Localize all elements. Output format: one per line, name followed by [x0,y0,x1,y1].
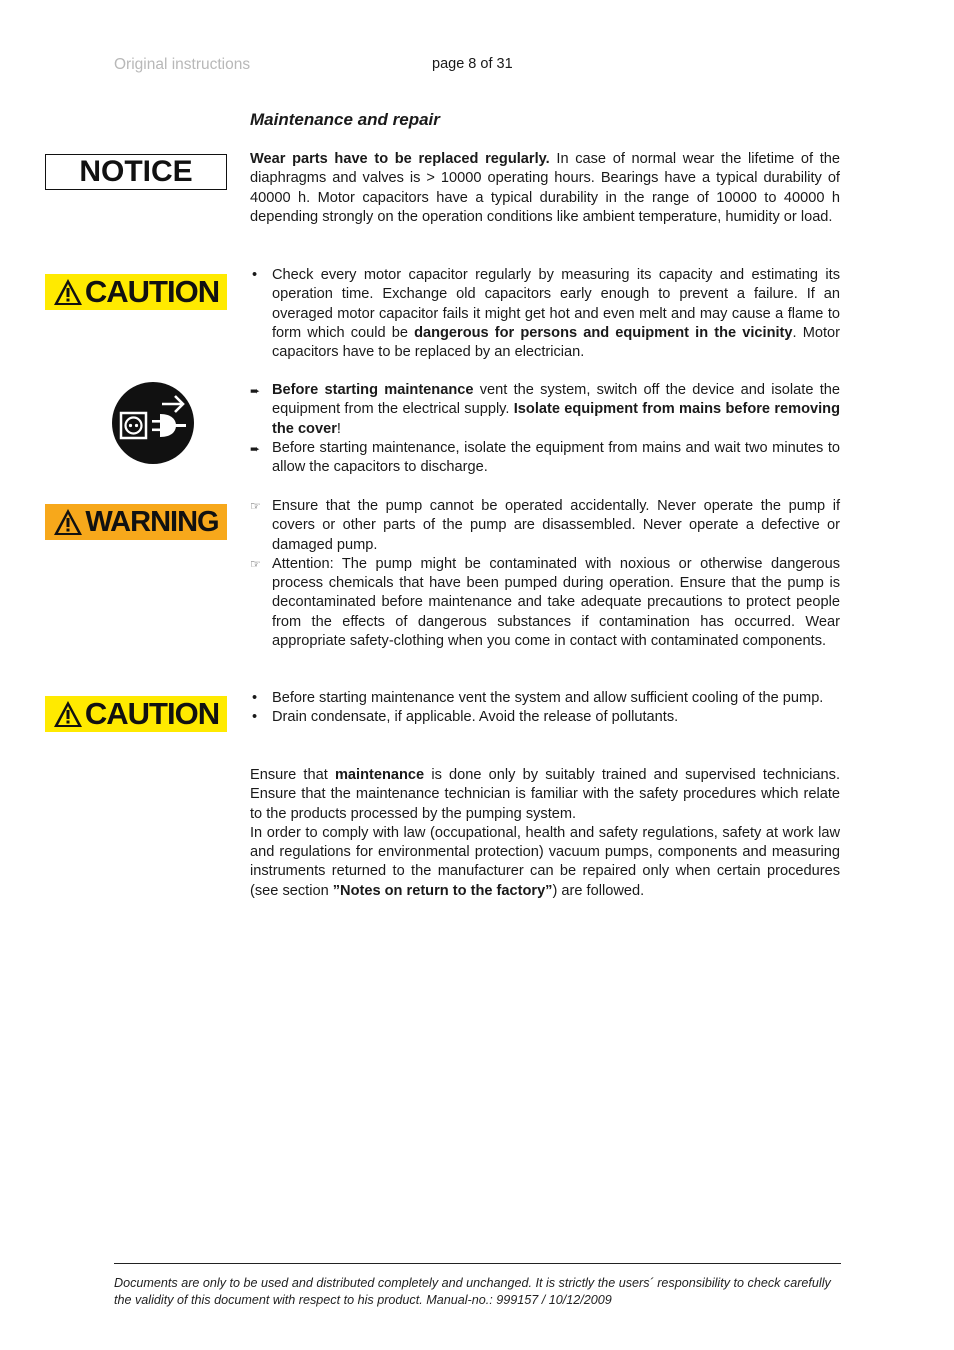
section-title: Maintenance and repair [250,110,440,129]
warning-sign [45,504,227,540]
closing-p2-text1: In order to comply with law (occupational, health and safety regulations, safety at work law and regulations for environmental protection) vacuum pumps, components and measuring instruments returned to the manufacturer can be repaired only when certain procedures (see section [250,824,840,899]
notice-text: In case of normal wear the lifetime of the diaphragms and valves is > 10000 operating hours. Bearings have a typical durability of 40000 h. Motor capacitors have a typical durability in the range of 10000 to 40000 h depending strongly on the operation conditions like ambient temperature, humidity or load. [250,151,841,225]
caution-label-2: CAUTION [84,696,220,731]
notice-lead: Wear parts have to be replaced regularly. [250,151,550,167]
list-item [250,708,840,727]
warning-label: WARNING [85,505,219,538]
warning-triangle-icon [53,699,83,729]
caution-block-1 [250,266,840,362]
closing-p2-bold: ”Notes on return to the factory” [332,882,553,899]
notice-paragraph [250,150,840,227]
list-item [250,689,840,708]
arrow-right-icon: ➨ [250,441,261,456]
unplug-block [250,381,840,477]
warning-block [250,497,840,651]
caution-label-1: CAUTION [84,274,220,309]
footer-divider [114,1263,841,1264]
closing-p1-bold: maintenance [334,767,425,783]
warning-triangle-icon [53,277,83,307]
warning-triangle-icon [53,507,83,537]
closing-p1-text2: is done only by suitably trained and supervised technicians. Ensure that the maintenance technician is familiar with the safety procedures which relate to the products processed by the pumping system. [250,767,840,822]
notice-sign [45,154,227,190]
notice-label: NOTICE [79,155,193,188]
closing-p2-text2: ) are followed. [552,882,645,899]
closing-block [250,766,840,901]
list-item [250,555,840,651]
list-item [250,266,840,362]
list-item [250,439,840,478]
caution1-text-2: . Motor capacitors have to be replaced by an electrician. [272,324,840,361]
unplug-item1-bold2: Isolate equipment from mains before removing the cover [272,401,841,437]
list-item [250,381,840,439]
caution-sign-1 [45,274,227,310]
closing-p1-text1: Ensure that [250,767,335,783]
caution-block-2 [250,689,840,728]
unplug-item1-bold1: Before starting maintenance [272,382,474,398]
pointing-hand-icon: ☞ [250,499,261,513]
unplug-item1-text1: vent the system, switch off the device and isolate the equipment from the electrical supply. [272,382,840,418]
caution1-text-1: Check every motor capacitor regularly by measuring its capacity and estimating its operation time. Exchange old capacitors early enough to prevent a failure. If an overaged motor capacitor fails it might get hot and even melt and may cause a flame to form which could be [272,267,840,341]
unplug-item2-text: Before starting maintenance, isolate the equipment from mains and wait two minutes to allow the capacitors to discharge. [272,439,840,476]
page-number: page 8 of 31 [432,56,513,72]
bullet-icon: • [252,709,258,726]
closing-paragraph-2 [250,824,840,901]
list-item [250,497,840,555]
bullet-icon: • [252,267,258,283]
caution-sign-2 [45,696,227,732]
warning-item2-text: Attention: The pump might be contaminated with noxious or otherwise dangerous process chemicals that have been pumped during operation. Ensure that the pump is decontaminated before maintenance and take adequate precautions to protect people from the effects of dangerous substances if contamination has occurred. Wear appropriate safety-clothing when you come in contact with contaminated components. [272,555,840,650]
caution2-item2-text: Drain condensate, if applicable. Avoid the release of pollutants. [272,709,679,726]
unplug-mains-icon [112,382,194,464]
footer-note: Documents are only to be used and distributed completely and unchanged. It is strictly the users´ responsibility to check carefully the validity of this document with respect to his product. Manual-no.: 999157 / 10/12/2009 [114,1276,831,1307]
unplug-item1-text2: ! [336,420,341,437]
header-label: Original instructions [114,56,251,73]
arrow-right-icon: ➨ [250,384,261,398]
caution2-item1-text: Before starting maintenance vent the system and allow sufficient cooling of the pump. [272,690,824,706]
closing-paragraph-1 [250,766,840,824]
bullet-icon: • [252,690,258,706]
pointing-hand-icon: ☞ [250,556,261,571]
caution1-bold: dangerous for persons and equipment in the vicinity [414,324,793,341]
warning-item1-text: Ensure that the pump cannot be operated accidentally. Never operate the pump if covers or other parts of the pump are disassembled. Never operate a defective or damaged pump. [272,498,840,553]
